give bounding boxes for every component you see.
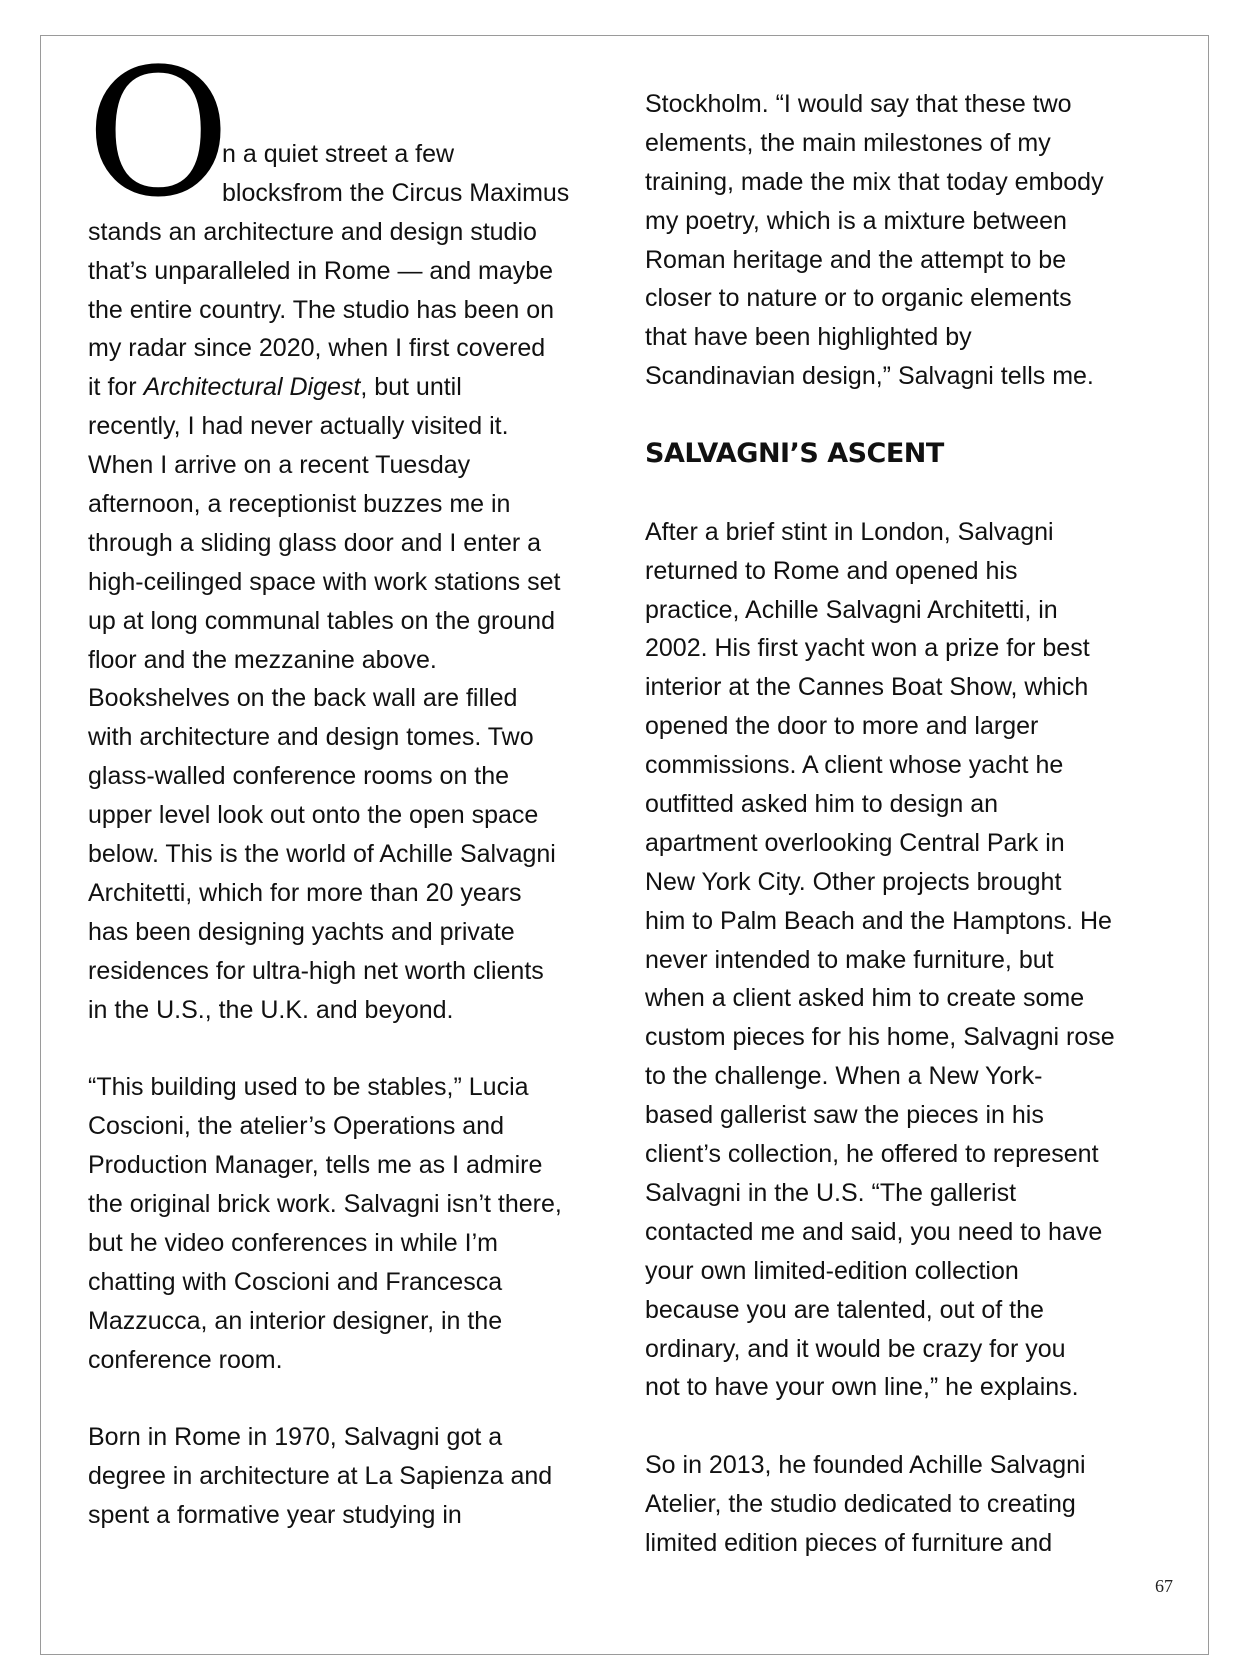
text-line: your own limited-edition collection bbox=[645, 1256, 1019, 1285]
text-line: limited edition pieces of furniture and bbox=[645, 1528, 1053, 1557]
text-line: to the challenge. When a New York- bbox=[645, 1062, 1043, 1091]
text-line: degree in architecture at La Sapienza and bbox=[88, 1462, 553, 1491]
text-line: recently, I had never actually visited it. bbox=[88, 412, 509, 441]
text-line: because you are talented, out of the bbox=[645, 1295, 1044, 1324]
text-segment: , but until bbox=[360, 373, 462, 402]
text-line: my poetry, which is a mixture between bbox=[645, 206, 1067, 235]
left-column bbox=[88, 135, 628, 1535]
text-line: not to have your own line,” he explains. bbox=[645, 1373, 1079, 1402]
text-line: Atelier, the studio dedicated to creating bbox=[645, 1490, 1076, 1519]
text-line: returned to Rome and opened his bbox=[645, 556, 1018, 585]
text-line: apartment overlooking Central Park in bbox=[645, 828, 1065, 857]
text-line: New York City. Other projects brought bbox=[645, 867, 1062, 896]
text-line: up at long communal tables on the ground bbox=[88, 606, 555, 635]
text-line: closer to nature or to organic elements bbox=[645, 284, 1072, 313]
text-line: 2002. His first yacht won a prize for best bbox=[645, 634, 1090, 663]
text-line: interior at the Cannes Boat Show, which bbox=[645, 673, 1089, 702]
text-line: through a sliding glass door and I enter a bbox=[88, 528, 542, 557]
paragraph-break bbox=[645, 396, 1185, 435]
text-line: Coscioni, the atelier’s Operations and bbox=[88, 1112, 504, 1141]
text-line: has been designing yachts and private bbox=[88, 917, 515, 946]
text-line: my radar since 2020, when I first covered bbox=[88, 334, 546, 363]
text-line: Salvagni in the U.S. “The gallerist bbox=[645, 1178, 1017, 1207]
text-line: Stockholm. “I would say that these two bbox=[645, 90, 1072, 118]
text-line: When I arrive on a recent Tuesday bbox=[88, 451, 471, 480]
text-line: glass-walled conference rooms on the bbox=[88, 762, 510, 791]
text-segment: it for bbox=[88, 373, 144, 402]
text-line: commissions. A client whose yacht he bbox=[645, 751, 1064, 780]
text-line: based gallerist saw the pieces in his bbox=[645, 1101, 1044, 1130]
text-line: blocksfrom the Circus Maximus bbox=[222, 178, 570, 207]
text-line: in the U.S., the U.K. and beyond. bbox=[88, 995, 454, 1024]
text-line: Bookshelves on the back wall are filled bbox=[88, 684, 518, 713]
text-line: Mazzucca, an interior designer, in the bbox=[88, 1306, 503, 1335]
text-line: high-ceilinged space with work stations set bbox=[88, 567, 561, 596]
text-line: elements, the main milestones of my bbox=[645, 128, 1051, 157]
text-line: Born in Rome in 1970, Salvagni got a bbox=[88, 1423, 503, 1452]
paragraph-break bbox=[88, 1380, 628, 1419]
paragraph-break bbox=[645, 474, 1185, 513]
text-line: the entire country. The studio has been on bbox=[88, 295, 555, 324]
text-line: contacted me and said, you need to have bbox=[645, 1217, 1103, 1246]
text-line: Production Manager, tells me as I admire bbox=[88, 1151, 543, 1180]
text-line: training, made the mix that today embody bbox=[645, 167, 1104, 196]
text-line: ordinary, and it would be crazy for you bbox=[645, 1334, 1066, 1363]
text-line: practice, Achille Salvagni Architetti, in bbox=[645, 595, 1058, 624]
text-line: So in 2013, he founded Achille Salvagni bbox=[645, 1451, 1086, 1480]
section-heading: SALVAGNI’S ASCENT bbox=[645, 438, 944, 470]
text-line: the original brick work. Salvagni isn’t there, bbox=[88, 1190, 562, 1219]
drop-cap: O bbox=[86, 31, 231, 236]
text-line: n a quiet street a few bbox=[222, 140, 455, 168]
text-line: floor and the mezzanine above. bbox=[88, 645, 437, 674]
text-line: that have been highlighted by bbox=[645, 323, 972, 352]
text-line: him to Palm Beach and the Hamptons. He bbox=[645, 906, 1112, 935]
text-line: After a brief stint in London, Salvagni bbox=[645, 517, 1054, 546]
text-line: custom pieces for his home, Salvagni rose bbox=[645, 1023, 1115, 1052]
text-line: upper level look out onto the open space bbox=[88, 801, 539, 830]
text-line: but he video conferences in while I’m bbox=[88, 1228, 498, 1257]
publication-title: Architectural Digest bbox=[143, 373, 361, 402]
text-line: with architecture and design tomes. Two bbox=[88, 723, 534, 752]
text-line: when a client asked him to create some bbox=[645, 984, 1085, 1013]
text-line: conference room. bbox=[88, 1345, 283, 1374]
text-line: opened the door to more and larger bbox=[645, 712, 1039, 741]
text-line: Architetti, which for more than 20 years bbox=[88, 878, 522, 907]
paragraph-break bbox=[88, 1029, 628, 1068]
text-line: “This building used to be stables,” Lucia bbox=[88, 1073, 529, 1102]
right-column bbox=[645, 85, 1185, 1563]
text-line: client’s collection, he offered to represent bbox=[645, 1140, 1099, 1169]
text-line: spent a formative year studying in bbox=[88, 1501, 462, 1530]
page-number: 67 bbox=[1155, 1576, 1173, 1596]
text-line: Scandinavian design,” Salvagni tells me. bbox=[645, 362, 1094, 391]
text-line: never intended to make furniture, but bbox=[645, 945, 1054, 974]
text-line: stands an architecture and design studio bbox=[88, 217, 537, 246]
paragraph-break bbox=[645, 1407, 1185, 1446]
text-line: outfitted asked him to design an bbox=[645, 790, 999, 819]
text-line: afternoon, a receptionist buzzes me in bbox=[88, 490, 511, 519]
text-line: Roman heritage and the attempt to be bbox=[645, 245, 1067, 274]
text-line: residences for ultra-high net worth clients bbox=[88, 956, 544, 985]
text-line: chatting with Coscioni and Francesca bbox=[88, 1267, 503, 1296]
text-line bbox=[88, 368, 628, 407]
text-line: below. This is the world of Achille Salvagni bbox=[88, 840, 556, 869]
text-line: that’s unparalleled in Rome — and maybe bbox=[88, 256, 554, 285]
